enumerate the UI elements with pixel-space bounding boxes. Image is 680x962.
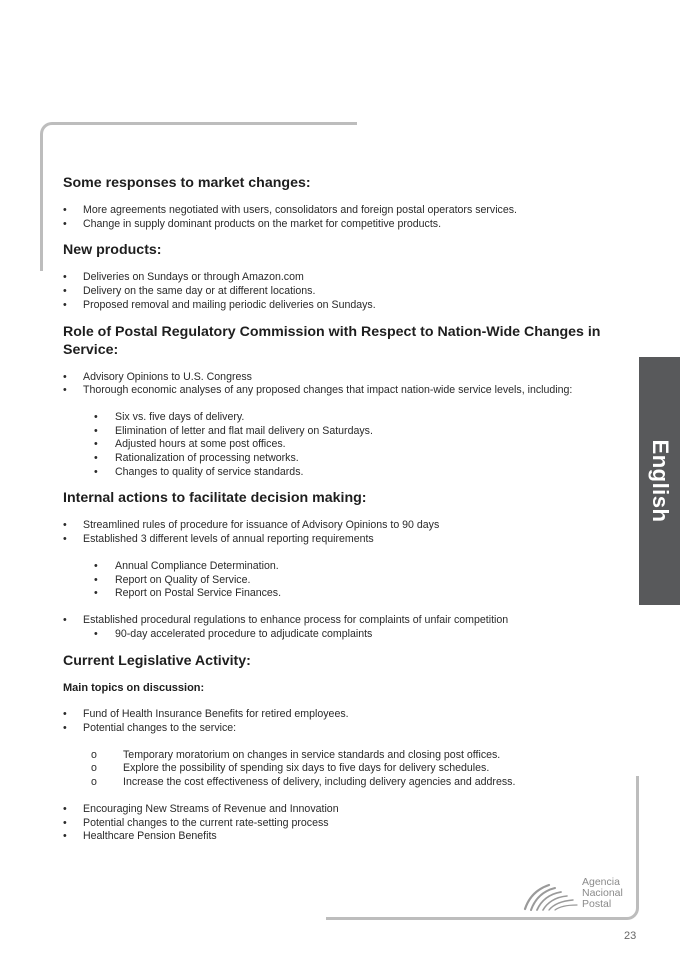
role-sublist [63,411,623,480]
list-item: o Temporary moratorium on changes in service standards and closing post offices. [63,749,623,763]
agency-logo-text [582,877,623,910]
internal-sublist [63,560,623,601]
list-item: • Changes to quality of service standards. [63,466,623,480]
list-item: • Rationalization of processing networks. [63,452,623,466]
market-list [63,204,623,231]
list-item: • Elimination of letter and flat mail delivery on Saturdays. [63,425,623,439]
list-item: • 90-day accelerated procedure to adjudicate complaints [63,628,623,642]
section-heading-internal: Internal actions to facilitate decision making: [63,490,367,507]
list-item: • Streamlined rules of procedure for issuance of Advisory Opinions to 90 days [63,519,623,533]
list-item: o Increase the cost effectiveness of delivery, including delivery agencies and address. [63,776,623,790]
logo-line: Nacional [582,887,623,899]
legislative-list [63,708,623,735]
list-item: • Annual Compliance Determination. [63,560,623,574]
list-item: • Fund of Health Insurance Benefits for retired employees. [63,708,623,722]
internal-list [63,519,623,546]
role-list [63,371,623,398]
list-item: • Report on Postal Service Finances. [63,587,623,601]
list-item: • Established 3 different levels of annual reporting requirements [63,533,623,547]
list-item: • More agreements negotiated with users, consolidators and foreign postal operators services. [63,204,623,218]
section-heading-market: Some responses to market changes: [63,175,311,191]
list-item: • Encouraging New Streams of Revenue and Innovation [63,803,623,817]
list-item: o Explore the possibility of spending six days to five days for delivery schedules. [63,762,623,776]
legislative-list-2 [63,803,623,844]
list-item: • Deliveries on Sundays or through Amazon.com [63,271,623,285]
section-heading-legislative: Current Legislative Activity: [63,653,251,670]
list-item: • Advisory Opinions to U.S. Congress [63,371,623,385]
section-subheading-topics: Main topics on discussion: [63,682,205,695]
list-item: • Six vs. five days of delivery. [63,411,623,425]
list-item: • Change in supply dominant products on the market for competitive products. [63,218,623,232]
list-item: • Adjusted hours at some post offices. [63,438,623,452]
internal-list-2 [63,614,623,641]
list-item: • Thorough economic analyses of any proposed changes that impact nation-wide service levels, including: [63,384,623,398]
logo-line: Agencia [582,876,620,888]
new-products-list [63,271,623,312]
logo-line: Postal [582,898,612,910]
page-number: 23 [624,930,637,942]
list-item: • Potential changes to the service: [63,722,623,736]
agency-wave-logo-icon [523,879,579,911]
list-item: • Delivery on the same day or at different locations. [63,285,623,299]
page-content [63,174,623,844]
language-tab [639,357,680,605]
language-tab-label: English [647,439,673,523]
list-item: • Proposed removal and mailing periodic deliveries on Sundays. [63,299,623,313]
list-item: • Healthcare Pension Benefits [63,830,623,844]
agency-logo [523,877,633,913]
legislative-sublist [63,749,623,790]
list-item: • Report on Quality of Service. [63,574,623,588]
section-heading-new-products: New products: [63,242,162,259]
section-heading-role: Role of Postal Regulatory Commission with Respect to Nation-Wide Changes in Service: [63,323,601,358]
list-item: • Potential changes to the current rate-setting process [63,817,623,831]
list-item: • Established procedural regulations to enhance process for complaints of unfair competition [63,614,623,628]
